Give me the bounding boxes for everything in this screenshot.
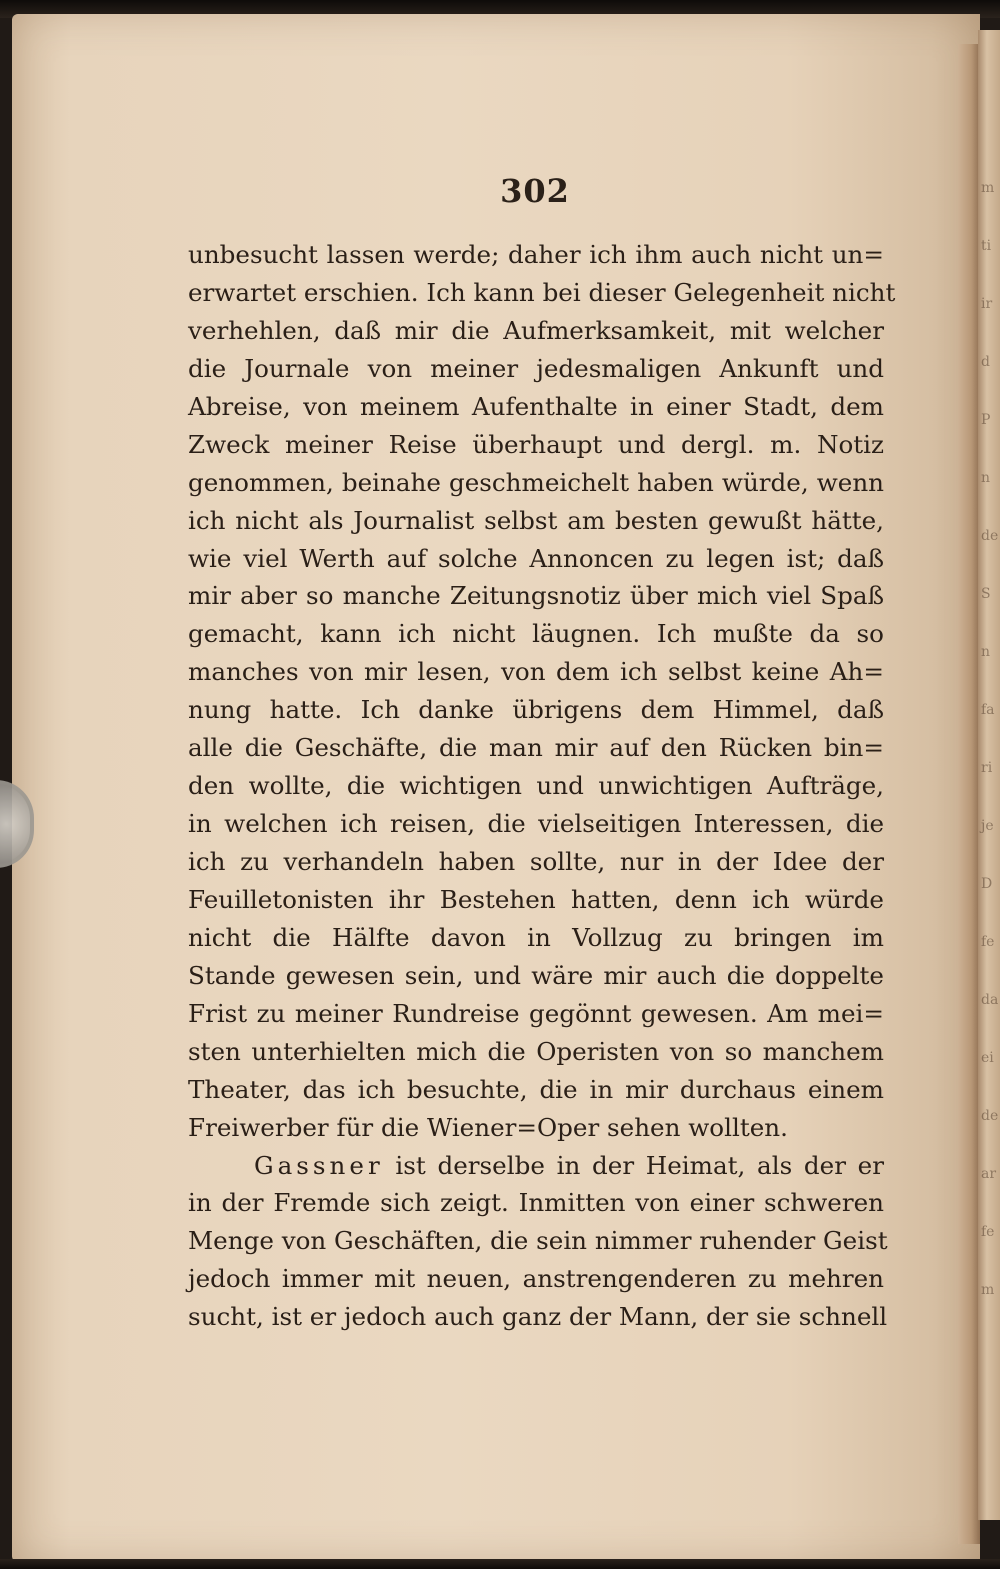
next-page-fragment: ti — [981, 238, 992, 254]
text-line: manches von mir lesen, von dem ich selbst keine Ah= — [188, 657, 884, 687]
next-page-fragment: da — [981, 992, 999, 1008]
spaced-name: Gassner — [254, 1150, 384, 1180]
text-line: sten unterhielten mich die Operisten von so manchem — [188, 1036, 884, 1066]
text-line: Frist zu meiner Rundreise gegönnt gewesen. Am mei= — [188, 998, 884, 1028]
text-line: alle die Geschäfte, die man mir auf den Rücken bin= — [188, 733, 884, 763]
next-page-fragment: ri — [981, 760, 993, 776]
text-line: Feuilletonisten ihr Bestehen hatten, denn ich würde — [188, 884, 884, 914]
page-number: 302 — [500, 172, 570, 210]
next-page-fragment: fe — [981, 934, 995, 950]
text-line: erwartet erschien. Ich kann bei dieser Gelegenheit nicht — [188, 277, 896, 307]
body-text — [188, 236, 896, 1336]
text-line: in welchen ich reisen, die vielseitigen Interessen, die — [188, 809, 884, 839]
next-page-fragment: n — [981, 470, 991, 486]
next-page-fragment: fa — [981, 702, 995, 718]
text-line: genommen, beinahe geschmeichelt haben würde, wenn — [188, 467, 884, 497]
next-page-fragment: m — [981, 180, 995, 196]
next-page-strip — [978, 30, 1000, 1520]
text-line: mir aber so manche Zeitungsnotiz über mich viel Spaß — [188, 581, 884, 611]
text-line: Stande gewesen sein, und wäre mir auch die doppelte — [188, 960, 884, 990]
text-line: ich zu verhandeln haben sollte, nur in der Idee der — [188, 847, 884, 876]
next-page-fragment: de — [981, 528, 999, 544]
text-line: in der Fremde sich zeigt. Inmitten von einer schweren — [188, 1188, 884, 1218]
page-gutter — [958, 44, 980, 1544]
next-page-fragment: ar — [981, 1166, 997, 1182]
text-line: den wollte, die wichtigen und unwichtigen Aufträge, — [188, 771, 884, 801]
text-line: Abreise, von meinem Aufenthalte in einer Stadt, dem — [188, 391, 884, 421]
next-page-fragment: S — [981, 586, 991, 602]
text-line: Menge von Geschäften, die sein nimmer ruhender Geist — [188, 1226, 888, 1256]
text-line: Zweck meiner Reise überhaupt und dergl. m. Notiz — [188, 429, 884, 459]
next-page-fragment: de — [981, 1108, 999, 1124]
next-page-fragment: je — [981, 818, 994, 834]
text-line: gemacht, kann ich nicht läugnen. Ich mußte da so — [188, 619, 884, 649]
next-page-fragment: ir — [981, 296, 993, 312]
next-page-fragment: m — [981, 1282, 995, 1298]
text-line: die Journale von meiner jedesmaligen Ankunft und — [188, 353, 884, 383]
bottom-shadow — [0, 1559, 1000, 1569]
next-page-fragment: d — [981, 354, 990, 370]
text-line: jedoch immer mit neuen, anstrengenderen zu mehren — [188, 1264, 884, 1294]
text-line: Theater, das ich besuchte, die in mir durchaus einem — [188, 1074, 884, 1104]
next-page-fragment: P — [981, 412, 991, 428]
text-line: Freiwerber für die Wiener=Oper sehen wollten. — [188, 1112, 788, 1142]
next-page-fragment: n — [981, 644, 991, 660]
text-line: sucht, ist er jedoch auch ganz der Mann, der sie schnell — [188, 1302, 888, 1332]
next-page-fragment: D — [981, 876, 993, 892]
next-page-fragment: ei — [981, 1050, 994, 1066]
text-line: nung hatte. Ich danke übrigens dem Himmel, daß — [188, 695, 884, 725]
text-line: Gassner ist derselbe in der Heimat, als der er — [254, 1150, 884, 1180]
text-line: ich nicht als Journalist selbst am besten gewußt hätte, — [188, 505, 884, 535]
text-line: verhehlen, daß mir die Aufmerksamkeit, mit welcher — [188, 315, 884, 345]
text-line: unbesucht lassen werde; daher ich ihm auch nicht un= — [188, 240, 884, 269]
text-line: wie viel Werth auf solche Annoncen zu legen ist; daß — [188, 543, 884, 573]
text-line: nicht die Hälfte davon in Vollzug zu bringen im — [188, 922, 884, 952]
next-page-fragment: fe — [981, 1224, 995, 1240]
